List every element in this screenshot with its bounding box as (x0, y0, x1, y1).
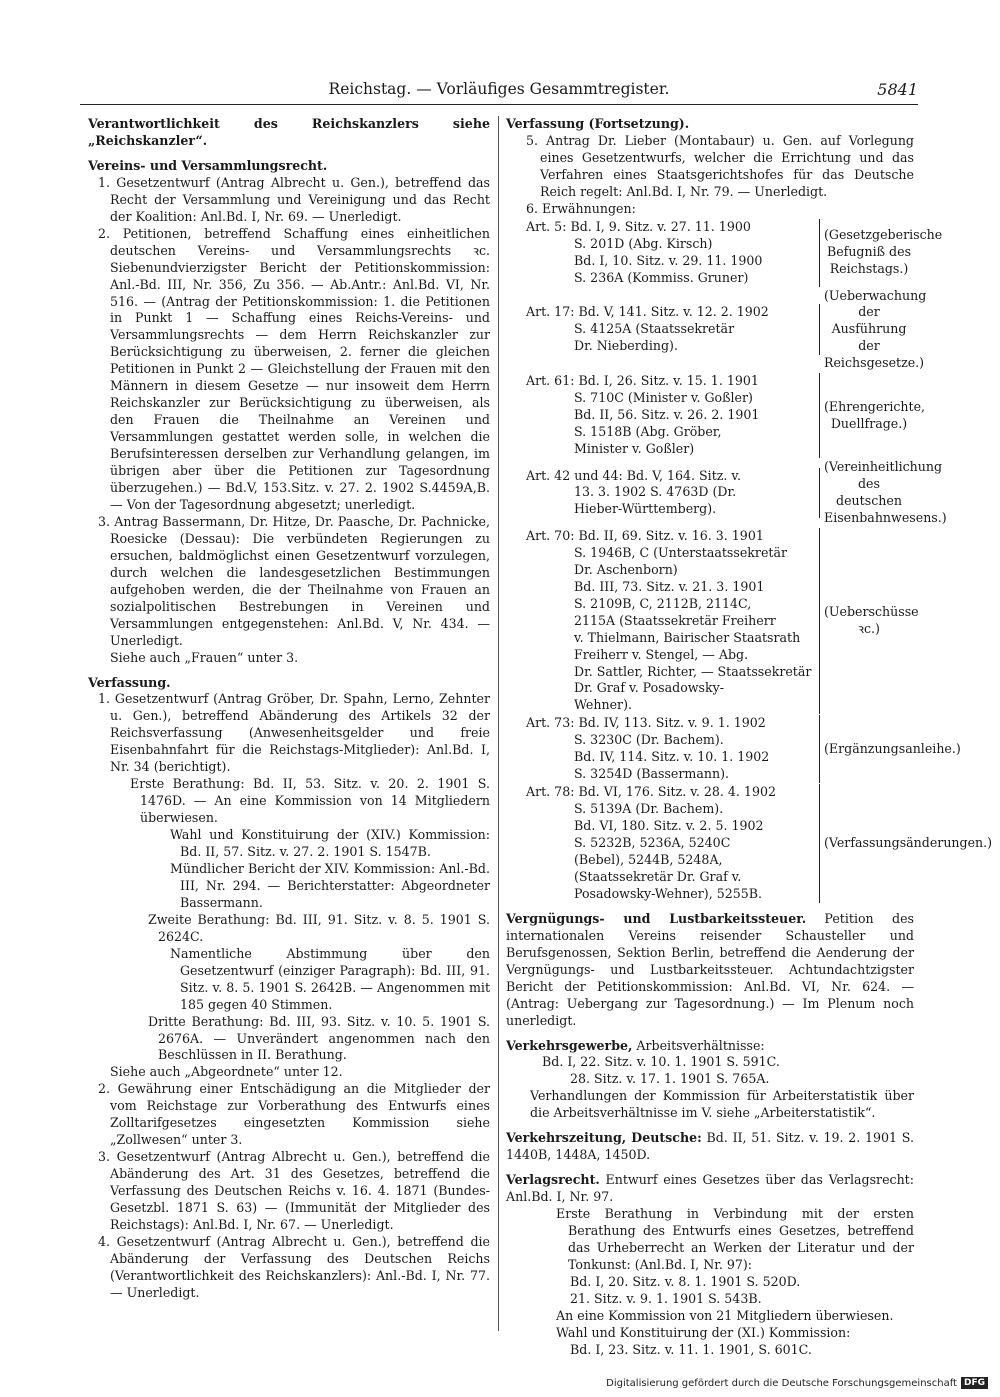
page-number: 5841 (877, 80, 918, 99)
article-mention (506, 218, 943, 287)
reference-line: 2115A (Staatssekretär Freiherr (574, 612, 776, 628)
article-topic: (Ueberwachung der Ausführung der Reichsgesetze.) (824, 287, 927, 371)
index-entry: 3. Gesetzentwurf (Antrag Albrecht u. Gen.), betreffend die Abänderung des Art. 31 des Gesetzes, betreffend die Verfassung des Deutschen Reichs v. 16. 4. 1871 (Bundes-Gesetzbl. 1871 S. 63) — (Immunität der Mitglieder des Reichstags): Anl.Bd. I, Nr. 67. — Unerledigt. (98, 1149, 490, 1232)
index-entry: Zweite Berathung: Bd. III, 91. Sitz. v. 8. 5. 1901 S. 2624C. (148, 911, 490, 944)
index-entry: Wahl und Konstituirung der (XIV.) Kommission: Bd. II, 57. Sitz. v. 27. 2. 1901 S. 1547B. (170, 827, 490, 860)
entry-text: Entwurf eines Gesetzes über das Verlagsrecht: Anl.Bd. I, Nr. 97. (506, 1172, 914, 1205)
reference-line: S. 2109B, C, 2112B, 2114C, (574, 595, 752, 611)
index-entry: Mündlicher Bericht der XIV. Kommission: Anl.-Bd. III, Nr. 294. — Berichterstatter: Abgeordneter Bassermann. (170, 860, 490, 910)
article-mention (506, 287, 927, 373)
article-references (506, 373, 820, 458)
section-heading: Vereins- und Versammlungsrecht. (88, 157, 328, 173)
reference-line: Bd. I, 10. Sitz. v. 29. 11. 1900 (574, 252, 763, 268)
index-entry (506, 1172, 914, 1206)
reference-line: v. Thielmann, Bairischer Staatsrath Freiherr v. Stengel, — Abg. (574, 629, 801, 662)
running-header (80, 80, 918, 105)
section-heading: Verfassung (Fortsetzung). (506, 116, 690, 131)
reference-line: Art. 42 und 44: Bd. V, 164. Sitz. v. (526, 467, 742, 483)
index-entry (506, 1130, 914, 1164)
article-references (506, 528, 820, 714)
reference-line: S. 4125A (Staatssekretär (574, 321, 735, 337)
article-topic: (Verfassungsänderungen.) (824, 835, 993, 851)
index-entry (506, 911, 914, 1030)
index-entry: 2. Petitionen, betreffend Schaffung eines einheitlichen deutschen Vereins- und Versammlungsrechts ꝛc. Siebenundvierzigster Bericht der Petitionskommission: Anl.-Bd. III, Nr. 356, Zu 356. — Ab.Antr.: Anl.Bd. VI, Nr. 516. — (Antrag der Petitionskommission: 1. die Petitionen in Punkt 1 — Schaffung eines Reichs-Vereins- und Versammlungsrechts — dem Herrn Reichskanzler zur Berücksichtigung zu überweisen, 2. ferner die gleichen Petitionen in Punkt 2 — Gleichstellung der Frauen mit den Männern in diesem Gesetze — nur insoweit dem Herrn Reichskanzler zur Berücksichtigung zu überweisen, als den Frauen die Theilnahme an Vereinen und Versammlungen gestattet werden solle, in welchen die Berufsinteressen derselben zur Verhandlung gelangen, im übrigen aber über die Petitionen zur Tagesordnung überzugehen.) — Bd.V, 153.Sitz. v. 27. 2. 1902 S.4459A,B. — Von der Tagesordnung abgesetzt; unerledigt. (98, 225, 490, 512)
reference-line: Art. 5: Bd. I, 9. Sitz. v. 27. 11. 1900 (526, 218, 751, 234)
reference-line: Art. 61: Bd. I, 26. Sitz. v. 15. 1. 1901 (526, 373, 759, 389)
index-entry: Siehe auch „Frauen“ unter 3. (110, 649, 299, 665)
reference-line: Bd. VI, 180. Sitz. v. 2. 5. 1902 (574, 818, 764, 834)
header-title: Reichstag. — Vorläufiges Gesammtregister. (328, 80, 670, 98)
article-topic: (Vereinheitlichung des deutschen Eisenbahnwesens.) (824, 459, 947, 525)
entry-keyword: Verkehrszeitung, Deutsche: (506, 1130, 702, 1146)
reference-line: Wehner). (574, 697, 632, 713)
article-mention (506, 459, 947, 527)
reference-line: Art. 70: Bd. II, 69. Sitz. v. 16. 3. 1901 (526, 527, 764, 543)
reference-line: Hieber-Württemberg). (574, 501, 717, 517)
dfg-logo: DFG (961, 1377, 988, 1389)
reference-line: S. 3230C (Dr. Bachem). (574, 732, 724, 748)
index-entry: 1. Gesetzentwurf (Antrag Albrecht u. Gen.), betreffend das Recht der Versammlung und Vereinigung und das Recht der Koalition: Anl.Bd. I, Nr. 69. — Unerledigt. (98, 174, 490, 224)
index-entry: An eine Kommission von 21 Mitgliedern überwiesen. (556, 1307, 894, 1323)
index-entry: Verhandlungen der Kommission für Arbeiterstatistik über die Arbeitsverhältnisse im V. siehe „Arbeiterstatistik“. (530, 1088, 914, 1121)
index-entry: Erste Berathung: Bd. II, 53. Sitz. v. 20. 2. 1901 S. 1476D. — An eine Kommission von 14 Mitgliedern überwiesen. (130, 776, 490, 826)
article-mentions (506, 218, 993, 903)
article-topic: (Ueberschüsse ꝛc.) (824, 604, 919, 637)
index-entry: Bd. I, 22. Sitz. v. 10. 1. 1901 S. 591C. (542, 1054, 780, 1070)
reference-line: S. 236A (Kommiss. Gruner) (574, 269, 749, 285)
reference-line: Art. 78: Bd. VI, 176. Sitz. v. 28. 4. 1902 (526, 784, 776, 800)
article-mention (506, 715, 961, 783)
article-references (506, 784, 820, 903)
entry-keyword: Verlagsrecht. (506, 1172, 600, 1188)
reference-line: S. 5232B, 5236A, 5240C (574, 835, 731, 851)
reference-line: S. 710C (Minister v. Goßler) (574, 390, 753, 406)
column-divider (498, 116, 499, 1331)
index-entry: 28. Sitz. v. 17. 1. 1901 S. 765A. (570, 1071, 770, 1087)
right-top-entries (506, 116, 914, 218)
reference-line: Art. 17: Bd. V, 141. Sitz. v. 12. 2. 1902 (526, 304, 769, 320)
entry-keyword: Vergnügungs- und Lustbarkeitssteuer. (506, 910, 807, 926)
index-entry: 1. Gesetzentwurf (Antrag Gröber, Dr. Spahn, Lerno, Zehnter u. Gen.), betreffend Abänderung des Artikels 32 der Reichsverfassung (Anwesenheitsgelder und freie Eisenbahnfahrt für die Reichstags-Mitglieder): Anl.Bd. I, Nr. 34 (berichtigt). (98, 691, 490, 775)
footer-credit (606, 1377, 988, 1389)
article-references (506, 304, 820, 355)
reference-line: S. 3254D (Bassermann). (574, 766, 729, 782)
index-entry: 6. Erwähnungen: (526, 200, 636, 216)
index-entry: 3. Antrag Bassermann, Dr. Hitze, Dr. Paasche, Dr. Pachnicke, Roesicke (Dessau): Die verbündeten Regierungen zu ersuchen, baldmöglichst einen Gesetzentwurf vorzulegen, durch welchen die landesgesetzlichen Bestimmungen aufgehoben werden, die der Theilnahme von Frauen an sozialpolitischen Bestrebungen in Vereinen und Versammlungen entgegenstehen: Anl.Bd. V, Nr. 434. — Unerledigt. (98, 513, 490, 648)
reference-line: S. 5139A (Dr. Bachem). (574, 801, 724, 817)
entry-keyword: Verkehrsgewerbe, (506, 1037, 633, 1053)
section-heading: Verfassung. (88, 674, 171, 690)
reference-line: 13. 3. 1902 S. 4763D (Dr. (574, 484, 737, 500)
index-entry: Bd. I, 20. Sitz. v. 8. 1. 1901 S. 520D. (570, 1273, 801, 1289)
reference-line: Bd. II, 56. Sitz. v. 26. 2. 1901 (574, 407, 760, 423)
article-topic: (Ergänzungsanleihe.) (824, 740, 961, 756)
article-references (506, 219, 820, 287)
reference-line: S. 1946B, C (Unterstaatssekretär (574, 544, 787, 560)
index-entry (506, 1038, 914, 1055)
reference-line: Dr. Aschenborn) (574, 561, 678, 577)
reference-line: S. 1518B (Abg. Gröber, (574, 424, 722, 440)
right-bottom-entries (506, 911, 914, 1359)
article-topic: (Ehrengerichte, Duellfrage.) (824, 398, 926, 431)
article-mention (506, 527, 919, 714)
entry-text: Petition des internationalen Vereins reisender Schausteller und Berufsgenossen, Sektion Berlin, betreffend die Aenderung der Vergnügungs- und Lustbarkeitssteuer. Achtundachtzigster Bericht der Petitionskommission: Anl.Bd. VI, Nr. 624. — (Antrag: Uebergang zur Tagesordnung.) — Im Plenum noch unerledigt. (506, 910, 914, 1028)
entry-text: Bd. II, 51. Sitz. v. 19. 2. 1901 S. 1440B, 1448A, 1450D. (506, 1130, 914, 1163)
article-topic: (Gesetzgeberische Befugniß des Reichstags.) (824, 227, 943, 277)
article-mention (506, 784, 993, 903)
index-entry: Siehe auch „Abgeordnete“ unter 12. (110, 1064, 343, 1080)
left-column (88, 116, 490, 1302)
index-entry: 2. Gewährung einer Entschädigung an die Mitglieder der vom Reichstage zur Vorberathung des Entwurfs eines Zolltarifgesetzes eingesetzten Kommission siehe „Zollwesen“ unter 3. (98, 1081, 490, 1148)
index-entry: Bd. I, 23. Sitz. v. 11. 1. 1901, S. 601C. (570, 1341, 812, 1357)
index-entry: 4. Gesetzentwurf (Antrag Albrecht u. Gen.), betreffend die Abänderung der Verfassung des Deutschen Reichs (Verantwortlichkeit des Reichskanzlers): Anl.-Bd. I, Nr. 77. — Unerledigt. (98, 1233, 490, 1300)
index-entry: 5. Antrag Dr. Lieber (Montabaur) u. Gen. auf Vorlegung eines Gesetzentwurfs, welcher die Errichtung und das Verfahren eines Staatsgerichtshofes für das Deutsche Reich regelt: Anl.Bd. I, Nr. 79. — Unerledigt. (526, 132, 914, 199)
reference-line: (Bebel), 5244B, 5248A, (574, 851, 723, 867)
reference-line: Minister v. Goßler) (574, 441, 695, 457)
index-entry: Namentliche Abstimmung über den Gesetzentwurf (einziger Paragraph): Bd. III, 91. Sitz. v. 8. 5. 1901 S. 2642B. — Angenommen mit 185 gegen 40 Stimmen. (170, 945, 490, 1012)
reference-line: Dr. Sattler, Richter, — Staatssekretär Dr. Graf v. Posadowsky- (574, 663, 812, 696)
reference-line: Bd. III, 73. Sitz. v. 21. 3. 1901 (574, 578, 765, 594)
section-heading: Verantwortlichkeit des Reichskanzlers siehe „Reichskanzler“. (88, 116, 490, 148)
article-references (506, 715, 820, 783)
reference-line: Dr. Nieberding). (574, 338, 678, 354)
index-entry: 21. Sitz. v. 9. 1. 1901 S. 543B. (570, 1290, 762, 1306)
article-references (506, 468, 820, 519)
right-column (506, 116, 993, 1359)
entry-text: Arbeitsverhältnisse: (632, 1037, 765, 1053)
reference-line: S. 201D (Abg. Kirsch) (574, 235, 713, 251)
article-mention (506, 373, 926, 458)
reference-line: Art. 73: Bd. IV, 113. Sitz. v. 9. 1. 1902 (526, 715, 766, 731)
index-entry: Dritte Berathung: Bd. III, 93. Sitz. v. 10. 5. 1901 S. 2676A. — Unverändert angenommen nach den Beschlüssen in II. Berathung. (148, 1013, 490, 1063)
index-entry: Erste Berathung in Verbindung mit der ersten Berathung des Entwurfs eines Gesetzes, betreffend das Urheberrecht an Werken der Literatur und der Tonkunst: (Anl.Bd. I, Nr. 97): (556, 1206, 914, 1272)
reference-line: (Staatssekretär Dr. Graf v. Posadowsky-Wehner), 5255B. (574, 868, 763, 901)
footer-text: Digitalisierung gefördert durch die Deutsche Forschungsgemeinschaft (606, 1377, 957, 1389)
index-entry: Wahl und Konstituirung der (XI.) Kommission: (556, 1324, 851, 1340)
reference-line: Bd. IV, 114. Sitz. v. 10. 1. 1902 (574, 749, 770, 765)
